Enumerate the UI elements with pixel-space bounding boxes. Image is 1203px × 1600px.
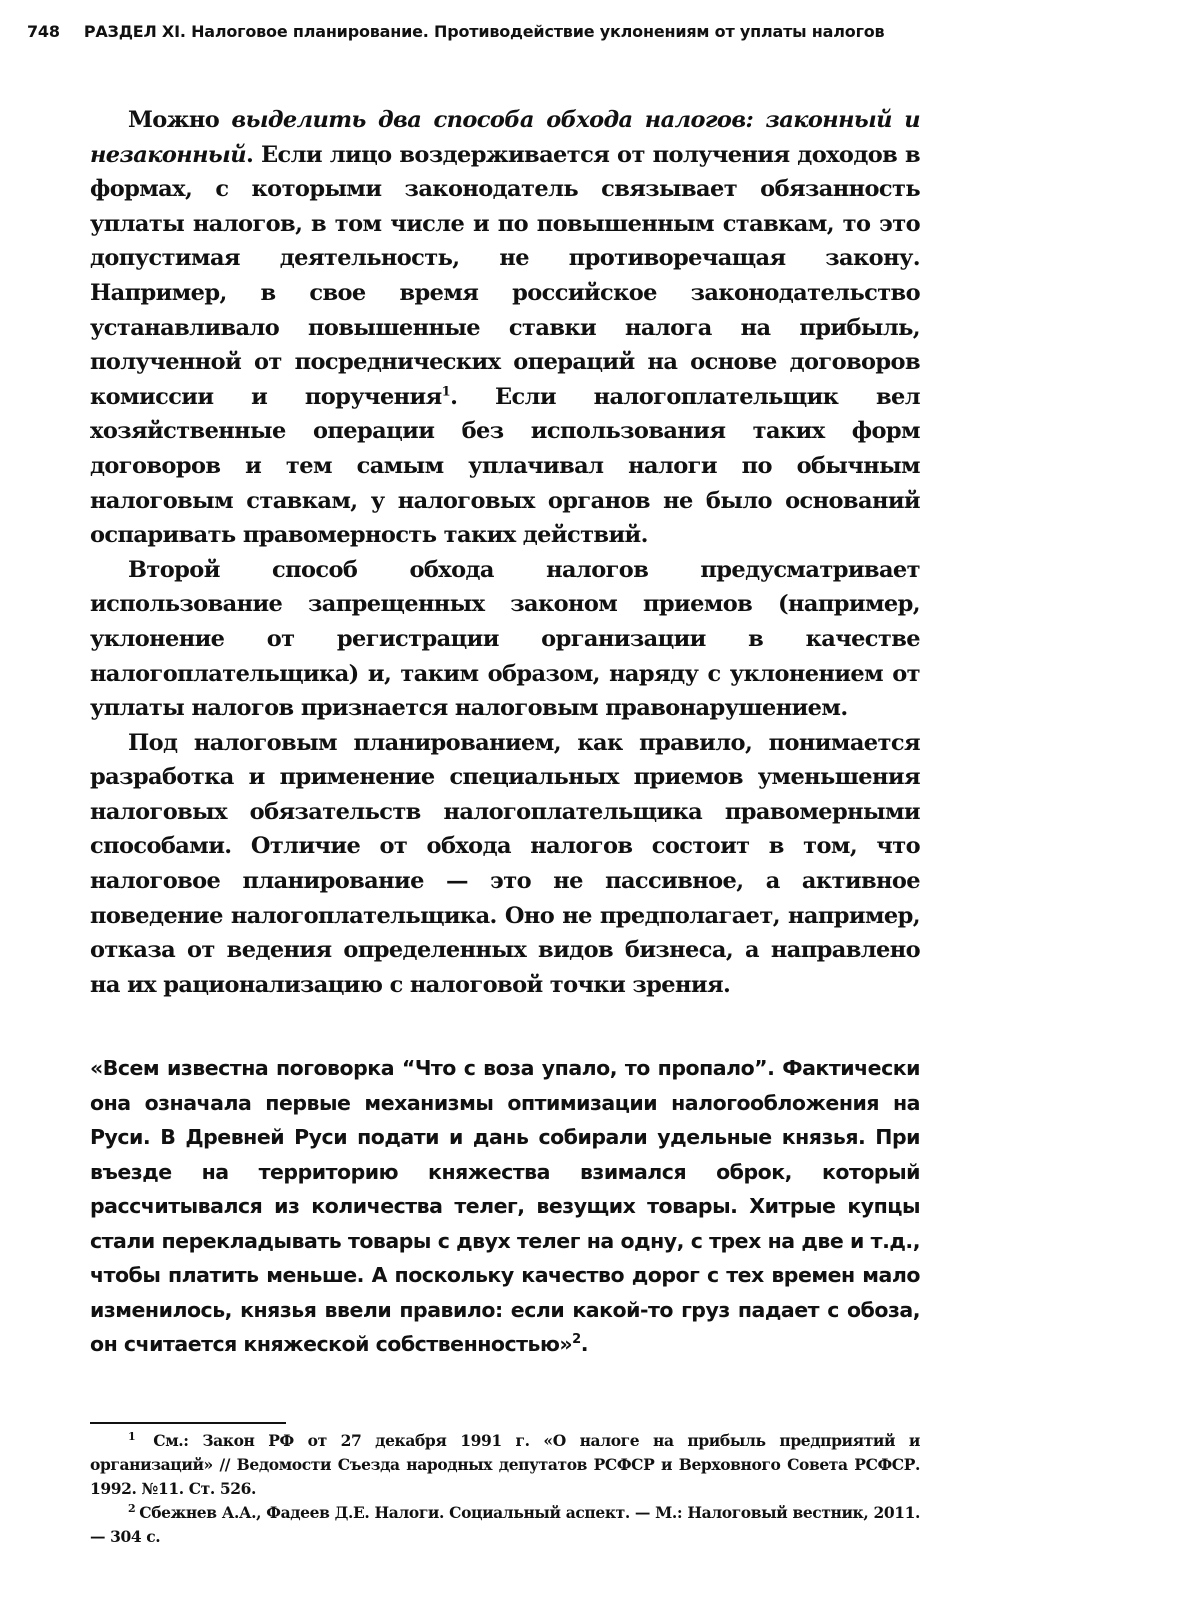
quote-block (90, 1051, 920, 1362)
page-number: 748 (27, 22, 60, 41)
footnote-1 (90, 1429, 920, 1501)
footnote-marker-1: 1 (128, 1429, 136, 1443)
footnote-text-2: Сбежнев А.А., Фадеев Д.Е. Налоги. Социальный аспект. — М.: Налоговый вестник, 2011. — 304 с. (90, 1503, 920, 1546)
footnote-text-1: См.: Закон РФ от 27 декабря 1991 г. «О налоге на прибыль предприятий и организаций» // Ведомости Съезда народных депутатов РСФСР и Верховного Совета РСФСР. 1992. №11. Ст. 526. (90, 1431, 920, 1498)
footnote-ref-1: 1 (441, 384, 451, 400)
main-text (90, 103, 920, 1002)
footnote-divider (90, 1422, 286, 1424)
paragraph-3: Под налоговым планированием, как правило, понимается разработка и применение специальных приемов уменьшения налоговых обязательств налогоплательщика правомерными способами. Отличие от обхода налогов состоит в том, что налоговое планирование — это не пассивное, а активное поведение налогоплательщика. Оно не предполагает, например, отказа от ведения определенных видов бизнеса, а направлено на их рационализацию с налоговой точки зрения. (90, 729, 920, 998)
p1-italic-phrase: выделить два способа обхода налогов: законный и незаконный (90, 107, 920, 168)
quote-body: «Всем известна поговорка “Что с воза упало, то пропало”. Фактически она означала первые механизмы оптимизации налогообложения на Руси. В Древней Руси подати и дань собирали удельные князья. При въезде на территорию княжества взимался оброк, который рассчитывался из количества телег, везущих товары. Хитрые купцы стали перекладывать товары с двух телег на одну, с трех на две и т.д., чтобы платить меньше. А поскольку качество дорог с тех времен мало изменилось, князья ввели правило: если какой-то груз падает с обоза, он считается княжеской собственностью» (90, 1056, 920, 1356)
p1-text-b: . Если налогоплательщик вел хозяйственные операции без использования таких форм договоров и тем самым уплачивал налоги по обычным налоговым ставкам, у налоговых органов не было оснований оспаривать правомерность таких действий. (90, 383, 920, 549)
footnote-marker-2: 2 (128, 1501, 136, 1515)
running-header (27, 22, 927, 41)
footnote-ref-2: 2 (572, 1332, 581, 1348)
paragraph-1 (90, 103, 920, 553)
footnotes (90, 1429, 920, 1549)
running-title: РАЗДЕЛ XI. Налоговое планирование. Противодействие уклонениям от уплаты налогов (83, 22, 885, 41)
p1-lead: Можно (128, 107, 232, 133)
footnote-2 (90, 1501, 920, 1549)
quote-end: . (580, 1332, 589, 1356)
paragraph-2: Второй способ обхода налогов предусматривает использование запрещенных законом приемов (например, уклонение от регистрации организации в качестве налогоплательщика) и, таким образом, наряду с уклонением от уплаты налогов признается налоговым правонарушением. (90, 556, 920, 722)
quote-text (90, 1051, 920, 1362)
p1-text-a: . Если лицо воздерживается от получения доходов в формах, с которыми законодатель связывает обязанность уплаты налогов, в том числе и по повышенным ставкам, то это допустимая деятельность, не противоречащая закону. Например, в свое время российское законодательство устанавливало повышенные ставки налога на прибыль, полученной от посреднических операций на основе договоров комиссии и поручения (90, 141, 920, 410)
